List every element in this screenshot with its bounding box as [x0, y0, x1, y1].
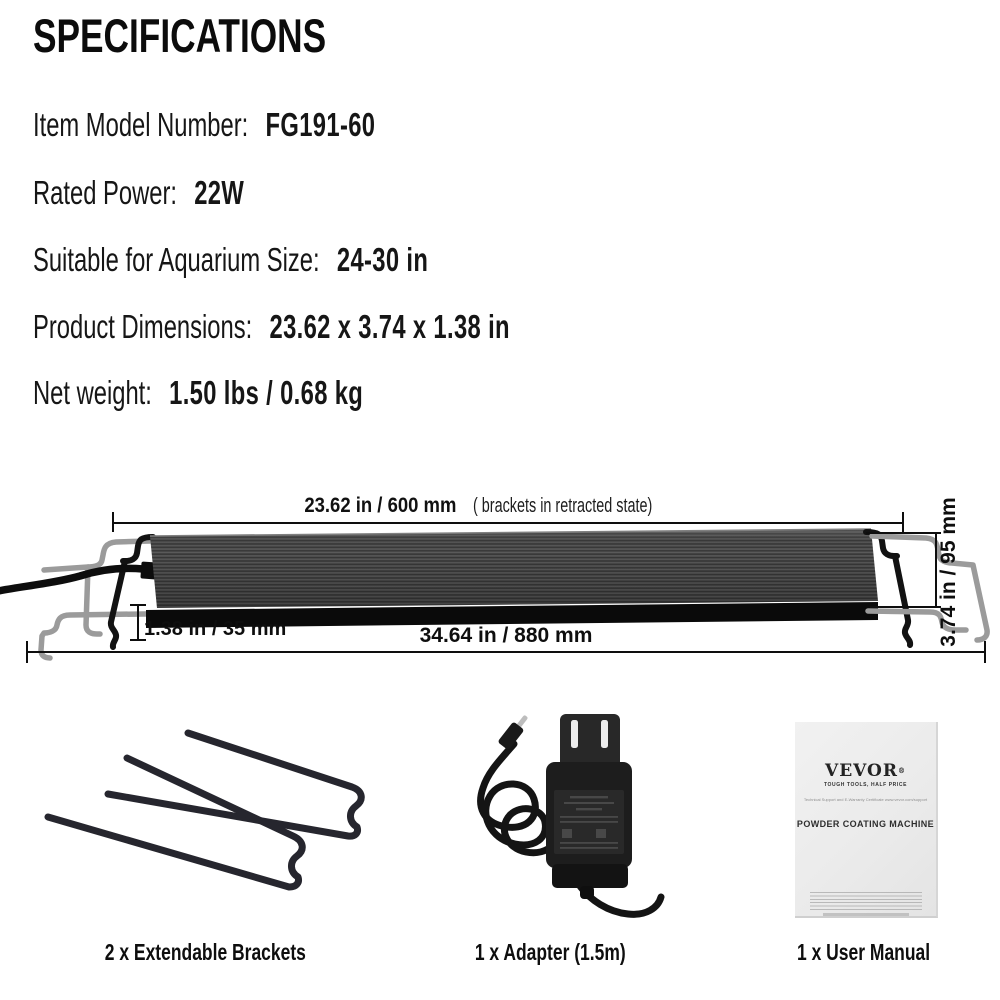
item-label-manual: 1 x User Manual [797, 939, 931, 965]
spec-value: FG191-60 [265, 106, 376, 143]
plug-prong [571, 720, 578, 748]
page-title: SPECIFICATIONS [33, 9, 327, 62]
spec-row-dimensions [33, 309, 510, 345]
light-bar [146, 529, 878, 628]
adapter-base [552, 864, 628, 888]
manual-product-title: POWDER COATING MACHINE [796, 819, 935, 829]
manual-fine-print-line [823, 913, 909, 916]
brand-logo: VEVOR® [825, 761, 906, 781]
adapter-illustration [430, 700, 700, 940]
spec-row-power [33, 175, 244, 211]
spec-value: 23.62 x 3.74 x 1.38 in [269, 308, 510, 345]
spec-value: 1.50 lbs / 0.68 kg [169, 374, 364, 411]
spec-value: 24-30 in [336, 241, 429, 278]
spec-value: 22W [194, 174, 245, 211]
dim-top-note: ( brackets in retracted state) [472, 495, 653, 517]
bracket-back [108, 733, 361, 836]
extendable-brackets-illustration [30, 705, 450, 935]
brand-tagline: TOUGH TOOLS, HALF PRICE [823, 782, 908, 788]
spec-label: Product Dimensions: [33, 308, 253, 345]
item-label-brackets: 2 x Extendable Brackets [104, 939, 306, 965]
spec-label: Rated Power: [33, 174, 177, 211]
dim-height-label: 1.38 in / 35 mm [144, 618, 287, 640]
spec-label: Suitable for Aquarium Size: [33, 241, 320, 278]
dim-top-value: 23.62 in / 600 mm [304, 494, 457, 517]
item-label-adapter: 1 x Adapter (1.5m) [474, 939, 626, 965]
spec-row-model [33, 107, 375, 143]
dim-bottom-label: 34.64 in / 880 mm [419, 624, 593, 647]
dim-top-label [113, 494, 903, 518]
manual-support-line: Technical Support and E-Warranty Certificate www.vevor.com/support [803, 797, 928, 802]
spec-label: Item Model Number: [33, 106, 249, 143]
spec-row-aquarium-size [33, 242, 428, 278]
spec-row-weight [33, 375, 363, 411]
plug-prong [601, 720, 608, 748]
bracket-front [48, 758, 302, 887]
manual-cover [795, 722, 938, 918]
dim-right-label: 3.74 in / 95 mm [937, 497, 960, 647]
cord-boot [580, 886, 594, 899]
spec-label: Net weight: [33, 374, 152, 411]
manual-fine-print [810, 892, 922, 912]
plug-block [560, 714, 620, 768]
